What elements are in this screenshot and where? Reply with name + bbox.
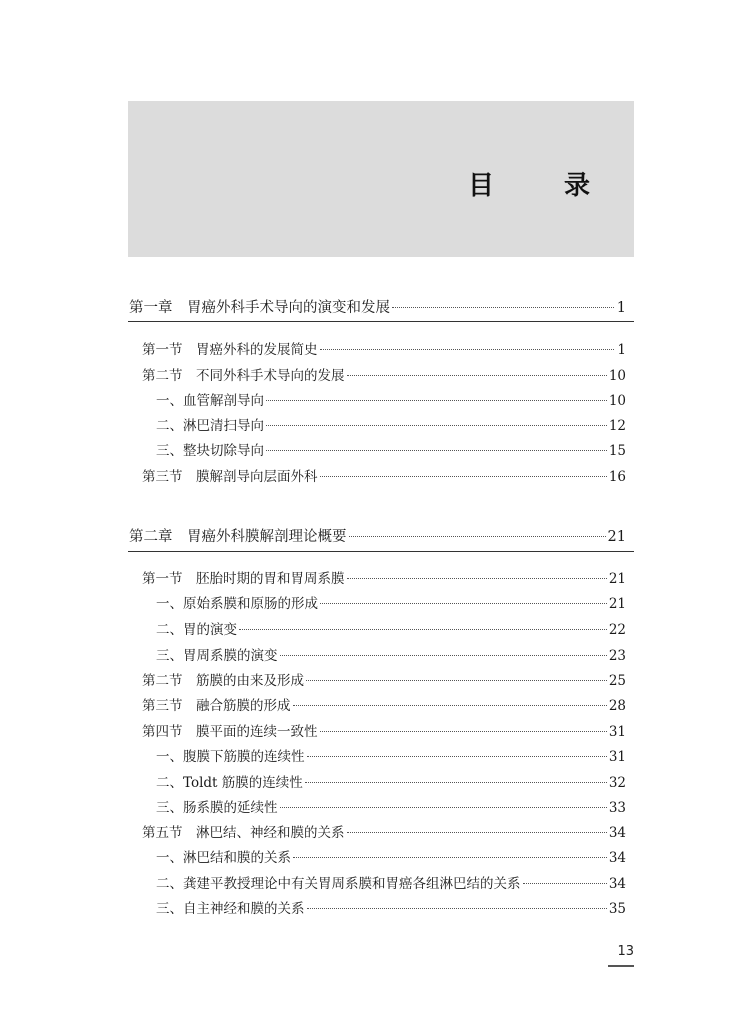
entry-page: 35 bbox=[608, 901, 626, 917]
toc-title: 目 录 bbox=[467, 171, 612, 201]
leader-dots bbox=[280, 807, 607, 808]
entry-label: 三、自主神经和膜的关系 bbox=[156, 901, 305, 917]
toc-entry[interactable] bbox=[156, 872, 626, 896]
entry-label: 二、龚建平教授理论中有关胃周系膜和胃癌各组淋巴结的关系 bbox=[156, 876, 521, 892]
leader-dots bbox=[293, 857, 607, 858]
toc-entry[interactable] bbox=[156, 771, 626, 795]
leader-dots bbox=[307, 908, 607, 909]
entry-label: 二、淋巴清扫导向 bbox=[156, 418, 264, 434]
entry-label: 第一节 胚胎时期的胃和胃周系膜 bbox=[142, 571, 345, 587]
title-banner bbox=[128, 101, 634, 257]
toc-entry[interactable] bbox=[142, 364, 626, 388]
leader-dots bbox=[523, 883, 607, 884]
leader-dots bbox=[347, 832, 607, 833]
entry-label: 一、腹膜下筋膜的连续性 bbox=[156, 749, 305, 765]
entry-label: 三、胃周系膜的演变 bbox=[156, 648, 278, 664]
entry-label: 二、Toldt 筋膜的连续性 bbox=[156, 775, 303, 791]
toc-entry[interactable] bbox=[142, 694, 626, 718]
entry-page: 28 bbox=[608, 698, 626, 714]
leader-dots bbox=[347, 578, 607, 579]
leader-dots bbox=[307, 756, 607, 757]
chapter-label: 第一章 胃癌外科手术导向的演变和发展 bbox=[129, 300, 390, 316]
chapter-divider bbox=[128, 551, 634, 552]
leader-dots bbox=[266, 425, 607, 426]
entry-page: 16 bbox=[608, 469, 626, 485]
toc-entry[interactable] bbox=[156, 414, 626, 438]
entry-page: 21 bbox=[608, 596, 626, 612]
entry-page: 22 bbox=[608, 622, 626, 638]
entry-label: 第三节 融合筋膜的形成 bbox=[142, 698, 291, 714]
chapter-page: 21 bbox=[607, 529, 626, 545]
leader-dots bbox=[266, 450, 607, 451]
leader-dots bbox=[320, 603, 607, 604]
entry-page: 1 bbox=[617, 342, 626, 358]
entry-label: 一、血管解剖导向 bbox=[156, 393, 264, 409]
toc-entry[interactable] bbox=[156, 618, 626, 642]
toc-chapter-1[interactable] bbox=[129, 296, 626, 320]
entry-page: 34 bbox=[608, 825, 626, 841]
entry-page: 23 bbox=[608, 648, 626, 664]
entry-page: 21 bbox=[608, 571, 626, 587]
entry-label: 第二节 不同外科手术导向的发展 bbox=[142, 368, 345, 384]
leader-dots bbox=[392, 307, 614, 308]
entry-label: 二、胃的演变 bbox=[156, 622, 237, 638]
toc-entry[interactable] bbox=[156, 897, 626, 921]
chapter-page: 1 bbox=[616, 300, 626, 316]
entry-label: 一、淋巴结和膜的关系 bbox=[156, 850, 291, 866]
entry-page: 34 bbox=[608, 876, 626, 892]
entry-label: 三、整块切除导向 bbox=[156, 443, 264, 459]
toc-entry[interactable] bbox=[156, 439, 626, 463]
toc-entry[interactable] bbox=[156, 796, 626, 820]
toc-entry[interactable] bbox=[142, 720, 626, 744]
leader-dots bbox=[280, 655, 607, 656]
entry-page: 12 bbox=[608, 418, 626, 434]
toc-entry[interactable] bbox=[156, 389, 626, 413]
toc-entry[interactable] bbox=[142, 669, 626, 693]
entry-page: 15 bbox=[608, 443, 626, 459]
entry-label: 第四节 膜平面的连续一致性 bbox=[142, 724, 318, 740]
leader-dots bbox=[320, 349, 615, 350]
toc-entry[interactable] bbox=[156, 644, 626, 668]
page-number-underline bbox=[608, 965, 634, 967]
page-number: 13 bbox=[617, 944, 634, 959]
entry-label: 第五节 淋巴结、神经和膜的关系 bbox=[142, 825, 345, 841]
entry-label: 第一节 胃癌外科的发展简史 bbox=[142, 342, 318, 358]
leader-dots bbox=[320, 476, 607, 477]
chapter-divider bbox=[128, 321, 634, 322]
toc-entry[interactable] bbox=[142, 465, 626, 489]
leader-dots bbox=[306, 680, 607, 681]
leader-dots bbox=[266, 400, 607, 401]
leader-dots bbox=[347, 375, 607, 376]
toc-entry[interactable] bbox=[142, 821, 626, 845]
entry-page: 32 bbox=[608, 775, 626, 791]
toc-entry[interactable] bbox=[156, 592, 626, 616]
toc-entry[interactable] bbox=[156, 846, 626, 870]
leader-dots bbox=[293, 705, 607, 706]
chapter-label: 第二章 胃癌外科膜解剖理论概要 bbox=[129, 529, 347, 545]
entry-page: 34 bbox=[608, 850, 626, 866]
entry-label: 一、原始系膜和原肠的形成 bbox=[156, 596, 318, 612]
entry-page: 31 bbox=[608, 749, 626, 765]
entry-label: 第二节 筋膜的由来及形成 bbox=[142, 673, 304, 689]
entry-page: 10 bbox=[608, 393, 626, 409]
leader-dots bbox=[239, 629, 607, 630]
entry-label: 三、肠系膜的延续性 bbox=[156, 800, 278, 816]
leader-dots bbox=[305, 782, 607, 783]
entry-page: 31 bbox=[608, 724, 626, 740]
toc-entry[interactable] bbox=[142, 567, 626, 591]
leader-dots bbox=[320, 731, 607, 732]
toc-chapter-2[interactable] bbox=[129, 525, 626, 549]
entry-page: 25 bbox=[608, 673, 626, 689]
toc-entry[interactable] bbox=[156, 745, 626, 769]
toc-entry[interactable] bbox=[142, 338, 626, 362]
entry-label: 第三节 膜解剖导向层面外科 bbox=[142, 469, 318, 485]
leader-dots bbox=[349, 536, 606, 537]
entry-page: 33 bbox=[608, 800, 626, 816]
entry-page: 10 bbox=[608, 368, 626, 384]
